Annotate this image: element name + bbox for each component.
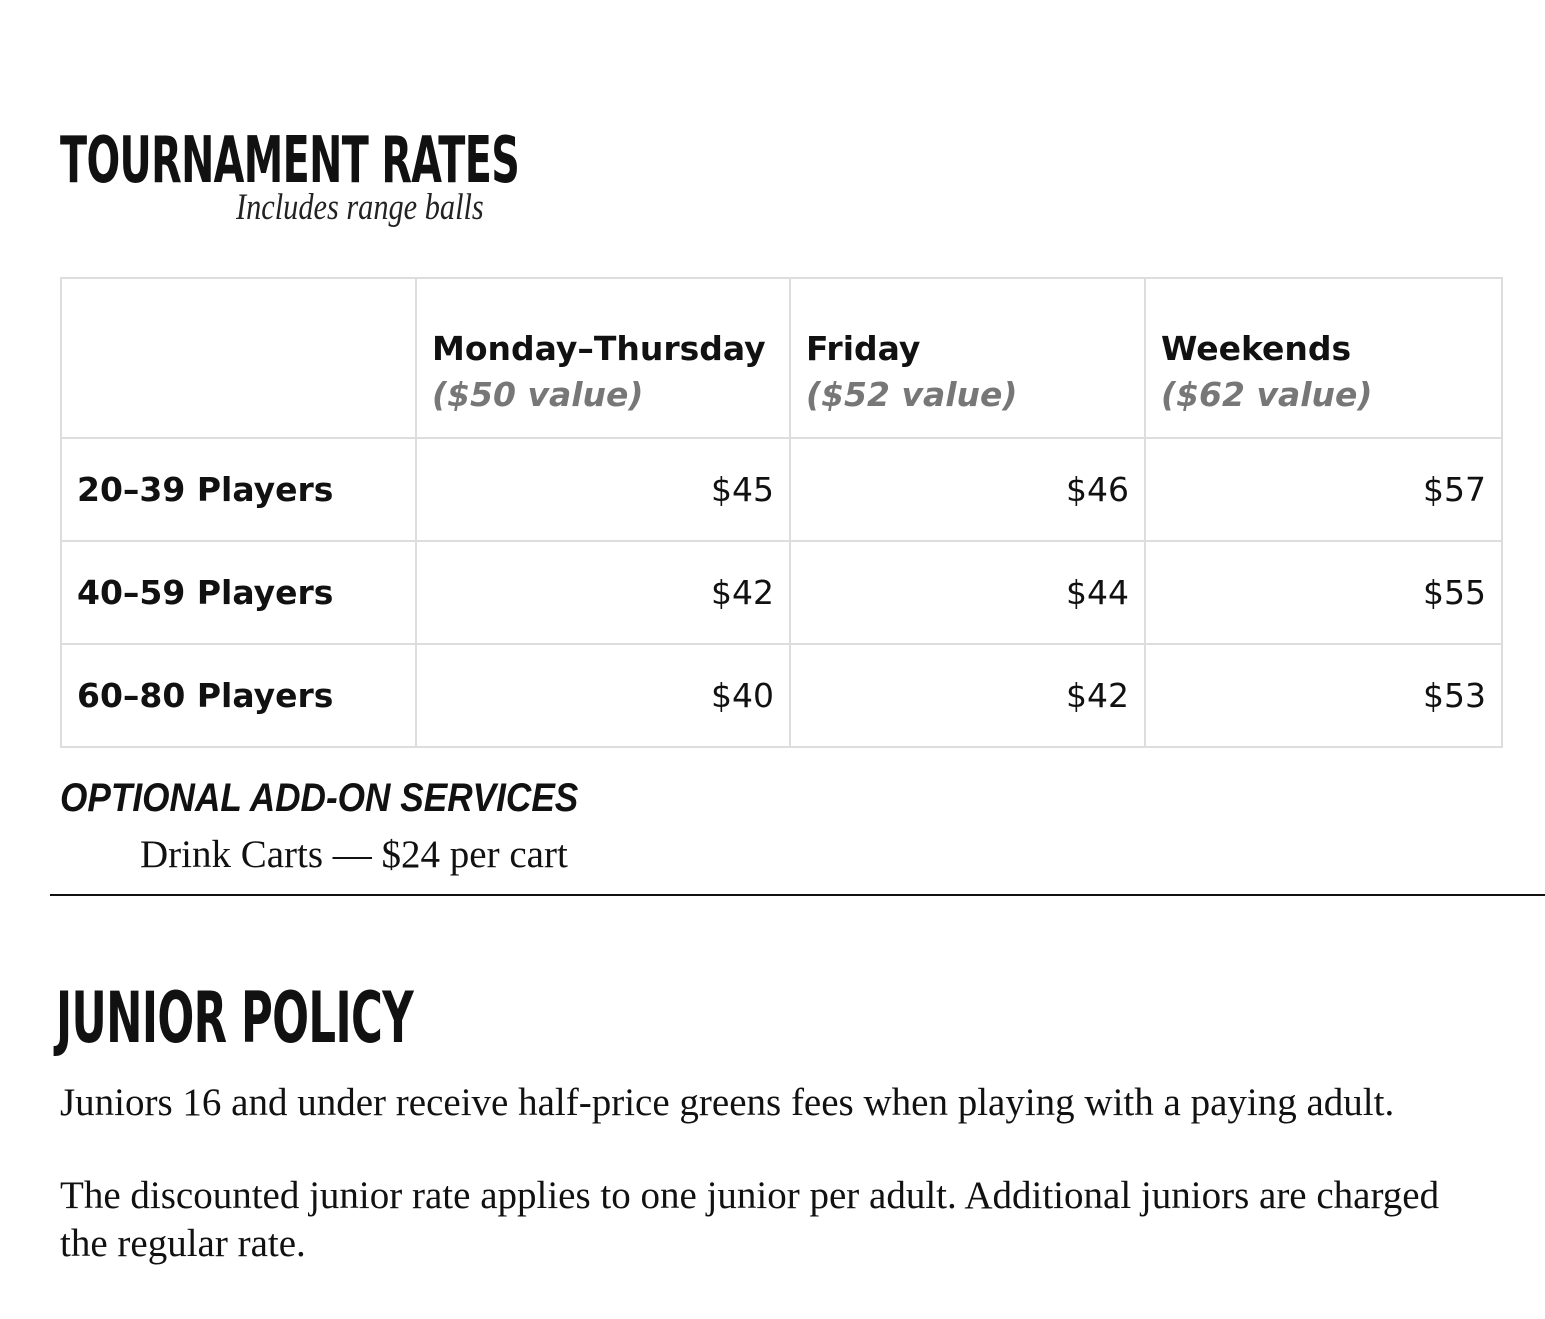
rates-table — [60, 277, 1503, 748]
row-label: 60–80 Players — [61, 644, 416, 747]
column-header-friday — [790, 278, 1145, 438]
price-cell: $46 — [790, 438, 1145, 541]
addon-item-drink-carts: Drink Carts — $24 per cart — [140, 833, 568, 876]
price-cell: $45 — [416, 438, 790, 541]
table-row — [61, 541, 1502, 644]
addons-title: OPTIONAL ADD-ON SERVICES — [60, 776, 579, 820]
column-name: Monday–Thursday — [432, 329, 766, 368]
junior-policy-paragraph: Juniors 16 and under receive half-price greens fees when playing with a paying adult. — [60, 1081, 1395, 1124]
junior-policy-title: JUNIOR POLICY — [56, 977, 414, 1059]
junior-policy-paragraph: The discounted junior rate applies to one junior per adult. Additional juniors are charged the regular rate. — [60, 1174, 1440, 1265]
column-value-note: ($52 value) — [806, 375, 1018, 414]
row-label: 40–59 Players — [61, 541, 416, 644]
column-name: Weekends — [1161, 329, 1352, 368]
tournament-rates-title: TOURNAMENT RATES — [60, 124, 520, 198]
rates-table-header-row — [61, 278, 1502, 438]
price-cell: $44 — [790, 541, 1145, 644]
table-row — [61, 644, 1502, 747]
table-row — [61, 438, 1502, 541]
column-value-note: ($62 value) — [1161, 375, 1373, 414]
price-cell: $55 — [1145, 541, 1502, 644]
column-name: Friday — [806, 329, 921, 368]
section-divider — [50, 894, 1545, 896]
column-header-weekends — [1145, 278, 1502, 438]
column-value-note: ($50 value) — [432, 375, 644, 414]
tournament-rates-subtitle: Includes range balls — [236, 187, 484, 228]
rates-table-corner-cell — [61, 278, 416, 438]
price-cell: $42 — [416, 541, 790, 644]
price-cell: $42 — [790, 644, 1145, 747]
column-header-monday-thursday — [416, 278, 790, 438]
row-label: 20–39 Players — [61, 438, 416, 541]
price-cell: $40 — [416, 644, 790, 747]
price-cell: $53 — [1145, 644, 1502, 747]
price-cell: $57 — [1145, 438, 1502, 541]
